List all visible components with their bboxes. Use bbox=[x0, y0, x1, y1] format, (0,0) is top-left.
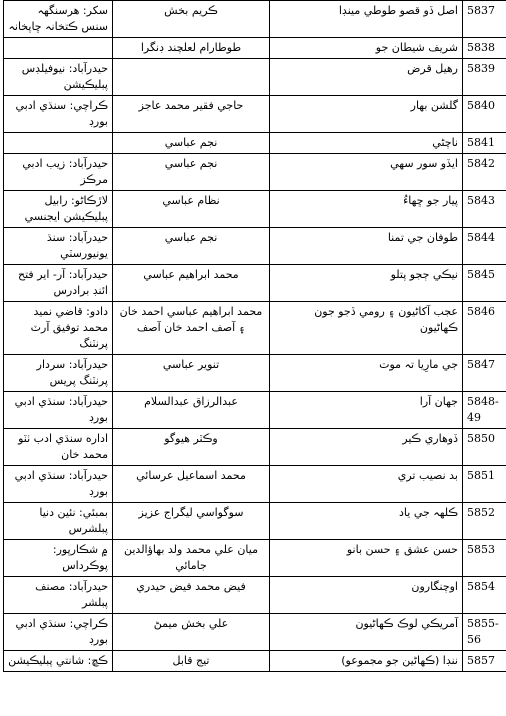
table-row bbox=[4, 38, 506, 59]
serial-number-cell: 5844 bbox=[463, 228, 506, 265]
author-cell: تنوير عباسي bbox=[113, 355, 270, 392]
table-row bbox=[4, 302, 506, 355]
serial-number-cell: 5846 bbox=[463, 302, 506, 355]
author-cell: نظام عباسي bbox=[113, 191, 270, 228]
publisher-cell: سکر: هرسنگهہ سنس ڪتخانہ ڇاپخانہ bbox=[4, 1, 113, 38]
serial-number-cell: 5841 bbox=[463, 133, 506, 154]
serial-number-cell: 5853 bbox=[463, 540, 506, 577]
publisher-cell: لاڙڪاڻو: رابيل پبليڪيشن ايجنسي bbox=[4, 191, 113, 228]
title-cell: اوچنگارون bbox=[270, 577, 463, 614]
author-cell: علي بخش ميمڻ bbox=[113, 614, 270, 651]
serial-number-cell: 5847 bbox=[463, 355, 506, 392]
publisher-cell: ۾ شڪارپور: پوڪرداس bbox=[4, 540, 113, 577]
title-cell: شريف شيطان جو bbox=[270, 38, 463, 59]
author-cell: تيج قابل bbox=[113, 651, 270, 672]
table-row bbox=[4, 651, 506, 672]
table-row bbox=[4, 577, 506, 614]
serial-number-cell: 5840 bbox=[463, 96, 506, 133]
table-row bbox=[4, 96, 506, 133]
author-cell: ڪريم بخش bbox=[113, 1, 270, 38]
title-cell: ناچڻي bbox=[270, 133, 463, 154]
publisher-cell: حيدرآباد: سردار پرنٽنگ پريس bbox=[4, 355, 113, 392]
title-cell: ننڊا (ڪهاڻين جو مجموعو) bbox=[270, 651, 463, 672]
publisher-cell: ڪراچي: سنڌي ادبي بورڊ bbox=[4, 96, 113, 133]
serial-number-cell: 5850 bbox=[463, 429, 506, 466]
table-row bbox=[4, 265, 506, 302]
publisher-cell: بمبئي: نئين دنيا پبلشرس bbox=[4, 503, 113, 540]
publisher-cell: حيدرآباد: زيب ادبي مرڪز bbox=[4, 154, 113, 191]
title-cell: اصل ڏو قصو طوطي مينڊا bbox=[270, 1, 463, 38]
author-cell bbox=[113, 59, 270, 96]
serial-number-cell: 5854 bbox=[463, 577, 506, 614]
title-cell: رهيل قرض bbox=[270, 59, 463, 96]
table-row bbox=[4, 1, 506, 38]
title-cell: نيڪي ڄجو پتلو bbox=[270, 265, 463, 302]
author-cell: نجم عباسي bbox=[113, 228, 270, 265]
publisher-cell: حيدرآباد: نيوفيلڊس پبليڪيشن bbox=[4, 59, 113, 96]
serial-number-cell: 5845 bbox=[463, 265, 506, 302]
title-cell: طوفان جي تمنا bbox=[270, 228, 463, 265]
title-cell: گلشن بهار bbox=[270, 96, 463, 133]
table-row bbox=[4, 392, 506, 429]
title-cell: عجب آکاڻيون ۽ رومي ڏجو جون ڪهاڻيون bbox=[270, 302, 463, 355]
serial-number-cell: 5843 bbox=[463, 191, 506, 228]
table-row bbox=[4, 191, 506, 228]
table-row bbox=[4, 228, 506, 265]
author-cell: نجم عباسي bbox=[113, 133, 270, 154]
table-row bbox=[4, 540, 506, 577]
author-cell: عبدالرزاق عبدالسلام bbox=[113, 392, 270, 429]
publisher-cell: اداره سنڌي ادب ٺٽو محمد خان bbox=[4, 429, 113, 466]
title-cell: بد نصيب تري bbox=[270, 466, 463, 503]
author-cell: محمد ابراهيم عباسي bbox=[113, 265, 270, 302]
title-cell: ڪلهہ جي ياد bbox=[270, 503, 463, 540]
table-row bbox=[4, 503, 506, 540]
author-cell: محمد اسماعيل عرسائي bbox=[113, 466, 270, 503]
publisher-cell: حيدرآباد: سنڌي ادبي بورڊ bbox=[4, 392, 113, 429]
title-cell: حسن عشق ۽ حسن بانو bbox=[270, 540, 463, 577]
serial-number-cell: 5837 bbox=[463, 1, 506, 38]
catalog-rows bbox=[4, 1, 506, 672]
author-cell: نجم عباسي bbox=[113, 154, 270, 191]
title-cell: آمريڪي لوڪ ڪهاڻيون bbox=[270, 614, 463, 651]
publisher-cell: حيدرآباد: مصنف پبلشر bbox=[4, 577, 113, 614]
table-row bbox=[4, 429, 506, 466]
author-cell: فيض محمد فيض حيدري bbox=[113, 577, 270, 614]
serial-number-cell: 5838 bbox=[463, 38, 506, 59]
publisher-cell bbox=[4, 38, 113, 59]
publisher-cell: ڪڇ: شانتي پبليڪيشن bbox=[4, 651, 113, 672]
title-cell: پيار جو ڇهاءُ bbox=[270, 191, 463, 228]
author-cell: وڪٽر هيوگو bbox=[113, 429, 270, 466]
table-row bbox=[4, 154, 506, 191]
table-row bbox=[4, 614, 506, 651]
author-cell: ميان علي محمد ولد بهاؤالدين جامائي bbox=[113, 540, 270, 577]
serial-number-cell: 5852 bbox=[463, 503, 506, 540]
publisher-cell: دادو: قاضي نميد محمد توفيق آرٽ پرنٽنگ bbox=[4, 302, 113, 355]
title-cell: جي مارِيا تہ موت bbox=[270, 355, 463, 392]
author-cell: سوگواسي ليگراج عزيز bbox=[113, 503, 270, 540]
serial-number-cell: 5857 bbox=[463, 651, 506, 672]
author-cell: محمد ابراهيم عباسي احمد خان ۽ آصف احمد خان آصف bbox=[113, 302, 270, 355]
serial-number-cell: 5848-49 bbox=[463, 392, 506, 429]
catalog-table bbox=[3, 0, 506, 672]
publisher-cell bbox=[4, 133, 113, 154]
serial-number-cell: 5855-56 bbox=[463, 614, 506, 651]
title-cell: ايڏو سور سهي bbox=[270, 154, 463, 191]
author-cell: طوطارام لعلچند ڊنگرا bbox=[113, 38, 270, 59]
table-row bbox=[4, 59, 506, 96]
serial-number-cell: 5839 bbox=[463, 59, 506, 96]
serial-number-cell: 5851 bbox=[463, 466, 506, 503]
table-row bbox=[4, 355, 506, 392]
author-cell: حاجي فقير محمد عاجز bbox=[113, 96, 270, 133]
publisher-cell: ڪراچي: سنڌي ادبي بورڊ bbox=[4, 614, 113, 651]
publisher-cell: حيدرآباد: سنڌ يونيورسٽي bbox=[4, 228, 113, 265]
publisher-cell: حيدرآباد: سنڌي ادبي بورڊ bbox=[4, 466, 113, 503]
title-cell: ڏوهاري ڪير bbox=[270, 429, 463, 466]
table-row bbox=[4, 466, 506, 503]
publisher-cell: حيدرآباد: آر- اير فتح ائنڊ برادرس bbox=[4, 265, 113, 302]
table-row bbox=[4, 133, 506, 154]
title-cell: جهان آرا bbox=[270, 392, 463, 429]
serial-number-cell: 5842 bbox=[463, 154, 506, 191]
